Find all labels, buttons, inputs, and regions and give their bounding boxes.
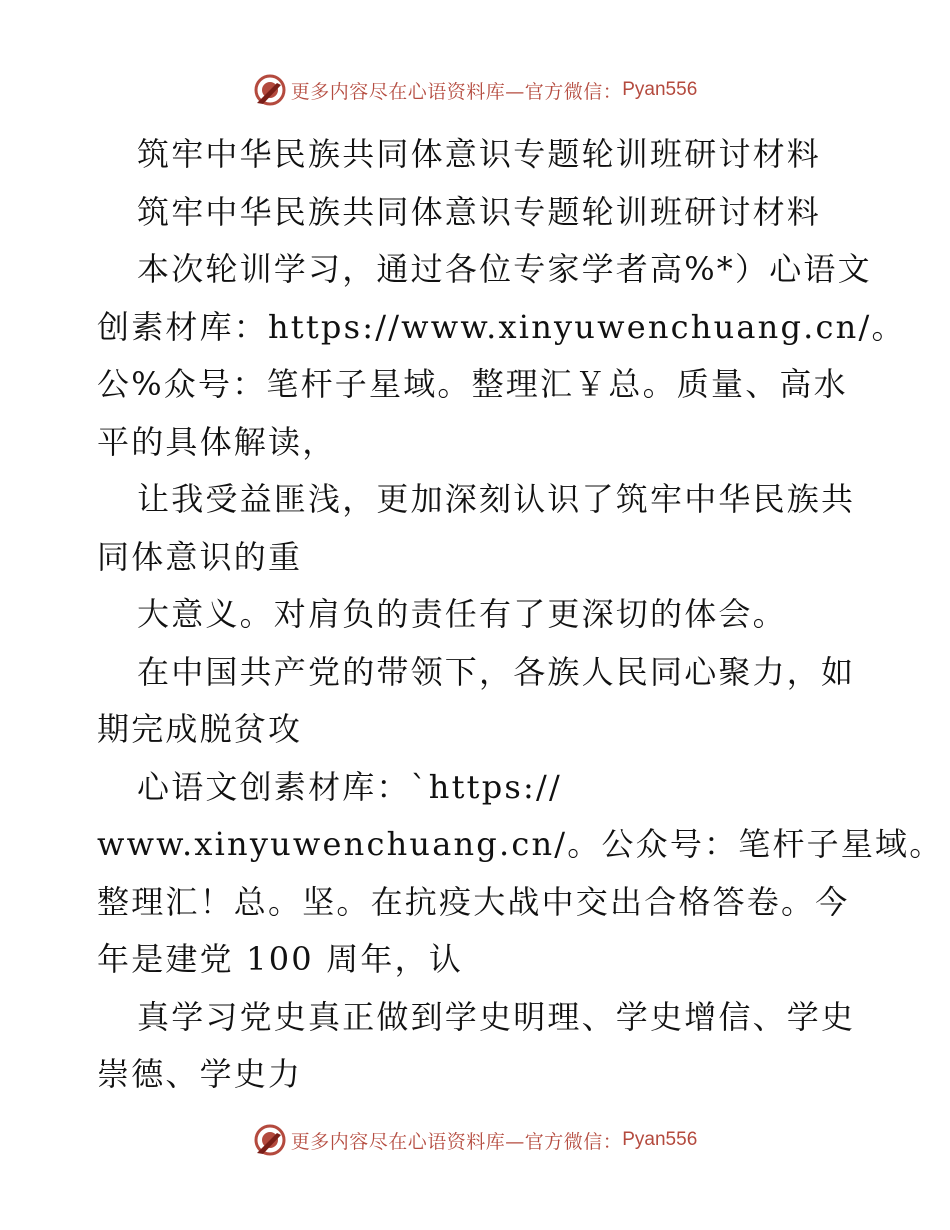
document-body <box>97 126 944 1104</box>
text-line: 本次轮训学习，通过各位专家学者高%*）心语文 <box>137 250 872 288</box>
banner-text: 更多内容尽在心语资料库—官方微信： <box>290 1130 623 1153</box>
logo-icon <box>253 1123 287 1157</box>
text-line: 同体意识的重 <box>97 537 303 576</box>
text-line: 年是建党 100 周年，认 <box>97 940 464 978</box>
footer-banner <box>0 1120 950 1160</box>
banner-text: 更多内容尽在心语资料库—官方微信： <box>290 80 623 103</box>
text-line: 心语文创素材库：`https:// <box>137 767 562 806</box>
text-line: 筑牢中华民族共同体意识专题轮训班研讨材料 <box>137 135 822 173</box>
text-line: 筑牢中华民族共同体意识专题轮训班研讨材料 <box>137 192 822 231</box>
text-line: www.xinyuwenchuang.cn/。公众号：笔杆子星域。 <box>97 825 944 863</box>
text-line: 崇德、学史力 <box>97 1055 303 1093</box>
text-line: 让我受益匪浅，更加深刻认识了筑牢中华民族共 <box>137 480 856 518</box>
logo-icon <box>253 73 287 107</box>
text-line: 大意义。对肩负的责任有了更深切的体会。 <box>137 595 787 633</box>
text-line: 平的具体解读， <box>97 422 337 461</box>
text-line: 公%众号：笔杆子星域。整理汇￥总。质量、高水 <box>97 365 848 403</box>
text-line: 创素材库：https://www.xinyuwenchuang.cn/。 <box>97 307 906 346</box>
header-banner <box>0 70 950 110</box>
banner-code: Pyan556 <box>622 1129 698 1150</box>
text-line: 真学习党史真正做到学史明理、学史增信、学史 <box>137 997 856 1036</box>
text-line: 在中国共产党的带领下，各族人民同心聚力，如 <box>137 652 856 691</box>
text-line: 整理汇！总。坚。在抗疫大战中交出合格答卷。今 <box>97 882 850 921</box>
text-line: 期完成脱贫攻 <box>97 710 303 748</box>
banner-code: Pyan556 <box>622 79 698 100</box>
